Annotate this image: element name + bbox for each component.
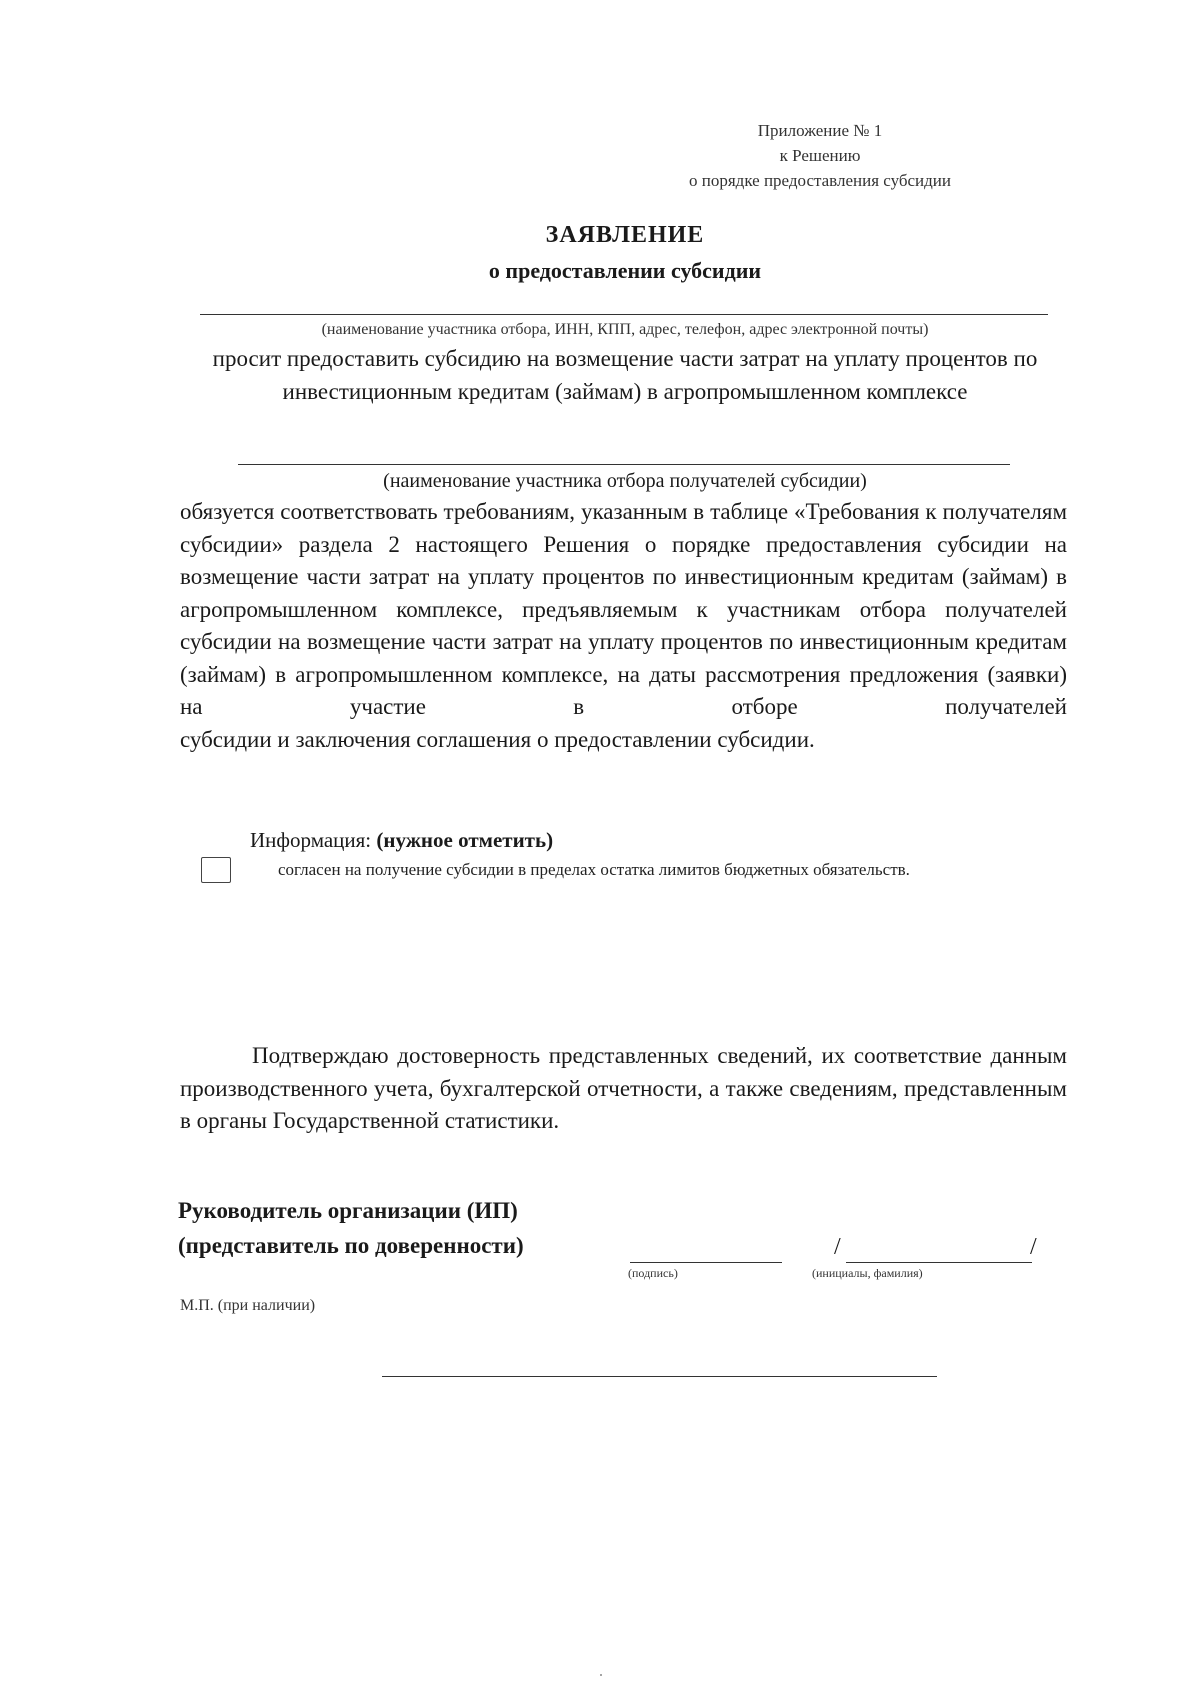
participant-name-line[interactable] bbox=[238, 464, 1010, 465]
name-slash-right: / bbox=[1030, 1234, 1037, 1260]
info-hint: (нужное отметить) bbox=[376, 828, 554, 852]
scan-speck bbox=[600, 1674, 602, 1676]
signatory-representative: (представитель по доверенности) bbox=[178, 1233, 524, 1258]
consent-checkbox[interactable] bbox=[201, 857, 231, 883]
participant-caption: (наименование участника отбора получателей субсидии) bbox=[383, 470, 867, 492]
appendix-number: Приложение № 1 bbox=[757, 121, 883, 140]
appendix-subject: о порядке предоставления субсидии bbox=[689, 171, 951, 190]
info-label-text: Информация: bbox=[250, 828, 372, 852]
document-subtitle: о предоставлении субсидии bbox=[488, 258, 762, 283]
request-text: просит предоставить субсидию на возмещение части затрат на уплату процентов по инвестиционным кредитам (займам) в агропромышленном комплексе bbox=[212, 346, 1038, 404]
obligation-text-last: субсидии и заключения соглашения о предоставлении субсидии. bbox=[180, 726, 815, 752]
name-caption: (инициалы, фамилия) bbox=[812, 1266, 923, 1280]
appendix-block bbox=[640, 118, 1000, 193]
signature-line[interactable] bbox=[630, 1262, 782, 1263]
bottom-divider bbox=[382, 1376, 937, 1377]
name-line[interactable] bbox=[846, 1262, 1032, 1263]
stamp-note: М.П. (при наличии) bbox=[180, 1297, 316, 1314]
consent-option-text: согласен на получение субсидии в пределах остатка лимитов бюджетных обязательств. bbox=[278, 860, 910, 879]
applicant-caption: (наименование участника отбора, ИНН, КПП, адрес, телефон, адрес электронной почты) bbox=[321, 321, 929, 338]
document-title: ЗАЯВЛЕНИЕ bbox=[545, 222, 705, 248]
appendix-reference: к Решению bbox=[779, 146, 861, 165]
obligation-text: обязуется соответствовать требованиям, указанным в таблице «Требования к получателям субсидии» раздела 2 настоящего Решения о порядке предоставления субсидии на возмещение части затрат на уплату процентов по инвестиционным кредитам (займам) в агропромышленном комплексе, предъявляемым к участникам отбора получателей субсидии на возмещение части затрат на уплату процентов по инвестиционным кредитам (займам) в агропромышленном комплексе, на даты рассмотрения предложения (заявки) на участие в отборе получателей bbox=[180, 499, 1067, 719]
applicant-name-line[interactable] bbox=[200, 314, 1048, 315]
name-slash-left: / bbox=[834, 1234, 841, 1260]
info-label bbox=[250, 828, 553, 853]
signature-caption: (подпись) bbox=[628, 1266, 678, 1280]
confirmation-paragraph: Подтверждаю достоверность представленных сведений, их соответствие данным производственного учета, бухгалтерской отчетности, а также сведениям, представленным в органы Государственной статистики. bbox=[180, 1043, 1067, 1133]
obligation-paragraph bbox=[180, 496, 1067, 756]
signatory-title: Руководитель организации (ИП) bbox=[178, 1198, 518, 1223]
